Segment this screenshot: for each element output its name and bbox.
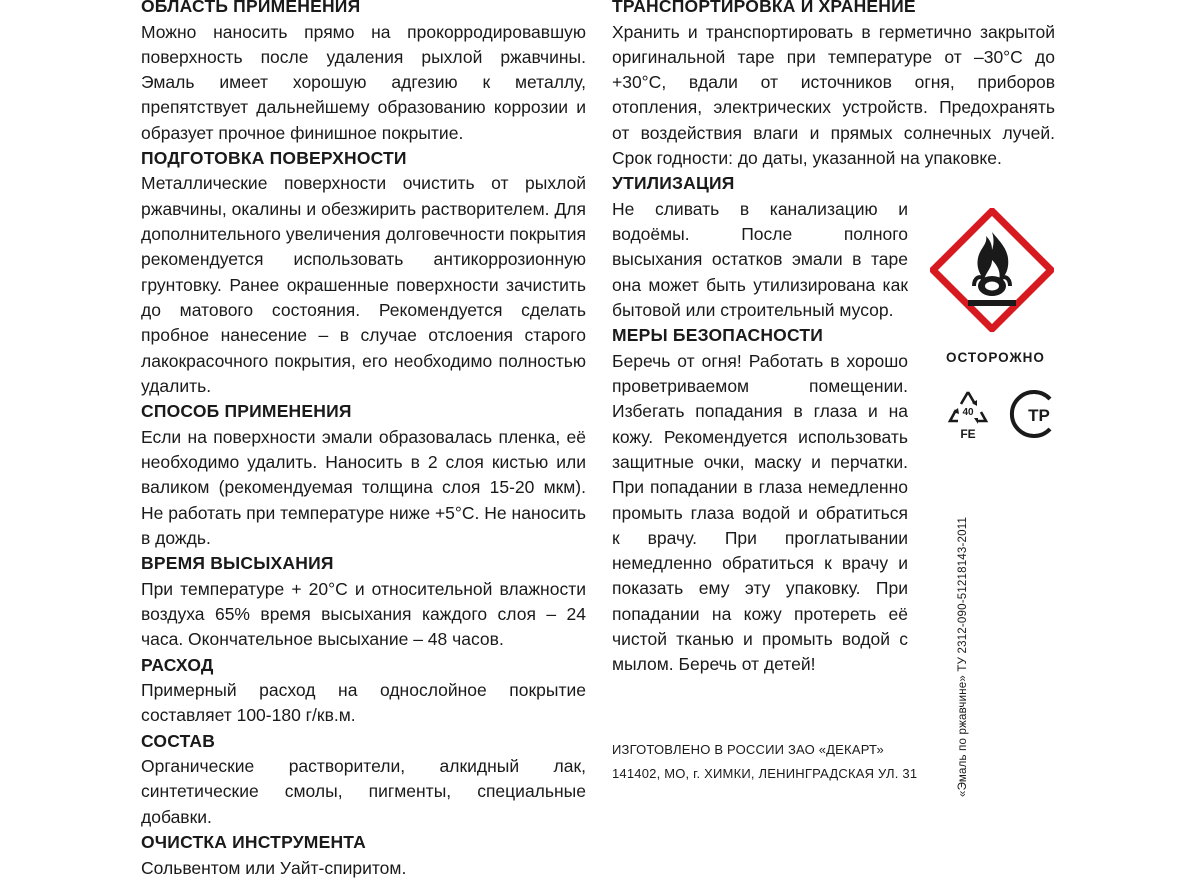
section-text-application: Можно наносить прямо на прокорродировавшую поверхность после удаления рыхлой ржавчины. Эмаль имеет хорошую адгезию к металлу, препятствует дальнейшему образованию коррозии и образует прочное финишное покрытие. xyxy=(141,21,586,143)
section-heading-surface-prep: ПОДГОТОВКА ПОВЕРХНОСТИ xyxy=(141,147,407,168)
section-text-drying-time: При температуре + 20°С и относительной влажности воздуха 65% время высыхания каждого слоя – 24 часа. Окончательное высыхание – 48 часов. xyxy=(141,578,586,650)
section-text-consumption: Примерный расход на однослойное покрытие составляет 100-180 г/кв.м. xyxy=(141,680,586,726)
section-heading-composition: СОСТАВ xyxy=(141,730,216,751)
manufacturer-line-2: 141402, МО, г. ХИМКИ, ЛЕНИНГРАДСКАЯ УЛ. 31 xyxy=(612,766,918,781)
section-text-tool-cleaning: Сольвентом или Уайт-спиритом. xyxy=(141,857,407,878)
section-heading-application: ОБЛАСТЬ ПРИМЕНЕНИЯ xyxy=(141,0,361,16)
spec-code-vertical: «Эмаль по ржавчине» ТУ 2312-090-51218143-2011 xyxy=(957,516,969,797)
section-heading-disposal: УТИЛИЗАЦИЯ xyxy=(612,173,735,194)
left-column xyxy=(141,0,586,881)
section-text-method: Если на поверхности эмали образовалась пленка, её необходимо удалить. Наносить в 2 слоя кистью или валиком (рекомендуемая толщина слоя 15-20 мкм). Не работать при температуре ниже +5°С. Не наносить в дождь. xyxy=(141,426,586,548)
recycle-material: FE xyxy=(960,427,976,440)
recycle-number: 40 xyxy=(962,407,974,418)
recycle-triangle-icon xyxy=(944,388,992,440)
ctp-eac-mark-icon xyxy=(1004,389,1058,439)
section-text-surface-prep: Металлические поверхности очистить от рыхлой ржавчины, окалины и обезжирить растворителем. Для дополнительного увеличения долговечности покрытия рекомендуется использовать антикоррозионную грунтовку. Ранее окрашенные поверхности зачистить до матового состояния. Рекомендуется сделать пробное нанесение – в случае отслоения старого лакокрасочного покрытия, его необходимо полностью удалить. xyxy=(141,173,586,396)
certification-mark-text: TP xyxy=(1028,406,1050,425)
section-heading-consumption: РАСХОД xyxy=(141,654,214,675)
section-heading-storage: ТРАНСПОРТИРОВКА И ХРАНЕНИЕ xyxy=(612,0,916,16)
warning-label: ОСТОРОЖНО xyxy=(946,350,1045,365)
section-heading-drying-time: ВРЕМЯ ВЫСЫХАНИЯ xyxy=(141,553,334,574)
section-heading-tool-cleaning: ОЧИСТКА ИНСТРУМЕНТА xyxy=(141,832,366,853)
right-column xyxy=(612,0,1055,678)
flammable-hazard-icon xyxy=(930,208,1054,332)
right-narrow-block xyxy=(612,171,908,677)
section-text-composition: Органические растворители, алкидный лак, синтетические смолы, пигменты, специальные добавки. xyxy=(141,756,586,827)
section-heading-method: СПОСОБ ПРИМЕНЕНИЯ xyxy=(141,401,352,422)
section-text-storage: Хранить и транспортировать в герметично закрытой оригинальной таре при температуре от –30°С до +30°С, вдали от источников огня, приборов отопления, электрических устройств. Предохранять от воздействия влаги и прямых солнечных лучей. Срок годности: до даты, указанной на упаковке. xyxy=(612,21,1055,168)
section-text-safety: Беречь от огня! Работать в хорошо проветриваемом помещении. Избегать попадания в глаза и на кожу. Рекомендуется использовать защитные очки, маску и перчатки. При попадании в глаза немедленно промыть глаза водой и обратиться к врачу. При проглатывании немедленно обратиться к врачу и показать ему эту упаковку. При попадании на кожу протереть её чистой тканью и промыть водой с мылом. Беречь от детей! xyxy=(612,350,908,675)
manufacturer-info xyxy=(612,738,932,786)
manufacturer-line-1: ИЗГОТОВЛЕНО В РОССИИ ЗАО «ДЕКАРТ» xyxy=(612,742,884,757)
section-text-disposal: Не сливать в канализацию и водоёмы. После полного высыхания остатков эмали в таре она может быть утилизирована как бытовой или строительный мусор. xyxy=(612,198,908,320)
section-heading-safety: МЕРЫ БЕЗОПАСНОСТИ xyxy=(612,325,824,346)
